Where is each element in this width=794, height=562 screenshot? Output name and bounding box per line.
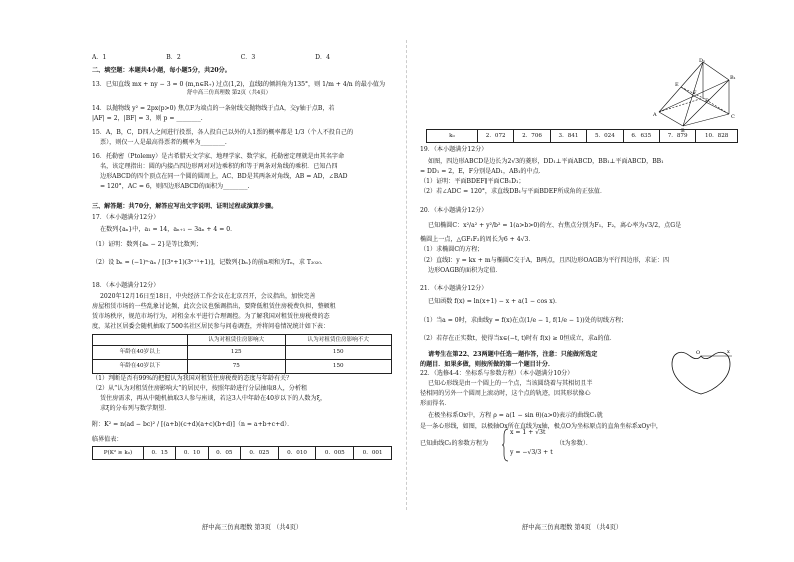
label-c: C <box>731 114 735 120</box>
q16-line4: = 120°，AC = 6，则四边形ABCD的面积为________. <box>100 183 250 190</box>
table-cell: 0．05 <box>208 447 240 460</box>
table-row <box>93 346 392 360</box>
table-row <box>427 130 738 143</box>
table-cell: 0．010 <box>278 447 316 460</box>
prism-figure <box>653 58 736 134</box>
solve-header: 三、解答题：共70分，解答应写出文字说明、证明过程或演算步骤。 <box>92 203 278 210</box>
q22-title: 22．（选修4-4：坐标系与参数方程）（本小题满分10分） <box>420 370 574 377</box>
table-cell: 6．635 <box>623 130 659 143</box>
q17-part1: （1）证明：数列{aₙ − 2}是等比数列； <box>92 241 202 248</box>
table-header: 认为对租赁住房影响不大 <box>285 335 391 346</box>
q15-line2: 票），则仅一人是最高得票者的概率为________. <box>100 139 227 146</box>
table-cell: 年龄在40岁以上 <box>93 346 188 360</box>
critical-table-row1 <box>92 446 392 460</box>
param-eq-2: y = −√3/3 + t <box>510 449 553 456</box>
q18-part2-line2: 赁住房需求，再从中随机抽取3人参与座谈，若这3人中年龄在40岁以下的人数为ξ， <box>100 395 327 402</box>
q20-part1: （1）求椭圆C的方程； <box>420 246 484 253</box>
q22-line3: 形而得名． <box>420 400 451 407</box>
q19-line1: 如图，四边形ABCD是边长为2√3的菱形，DD₁⊥平面ABCD，BB₁⊥平面ABCD，BB₁ <box>428 158 664 165</box>
choice-row <box>92 53 330 62</box>
table-cell: 0．001 <box>354 447 392 460</box>
table-cell: 0．005 <box>316 447 354 460</box>
table-header-row <box>93 335 392 346</box>
formula: 附：K² = n(ad − bc)² / [(a+b)(c+d)(a+c)(b+d)]（n = a+b+c+d）． <box>92 421 294 428</box>
q19-line2: = DD₁ = 2，E，F分别是AD₁，AB₁的中点． <box>420 168 545 175</box>
q18-line1: 2020年12月16日至18日，中央经济工作会议在北京召开，会议指出，加快完善 <box>100 293 316 300</box>
q17-stem: 在数列{aₙ}中，a₁ = 14，aₙ₊₁ − 3aₙ + 4 = 0． <box>100 226 237 233</box>
q17-title: 17．（本小题满分12分） <box>92 214 160 221</box>
label-a: A <box>653 112 657 118</box>
cardioid-figure <box>670 340 732 398</box>
edge <box>694 96 729 114</box>
q22-line1: 已知心形线是由一个圆上的一个点，当该圆绕着与其相切且半 <box>428 380 593 387</box>
fill-header: 二、填空题：本题共4小题，每小题5分，共20分。 <box>92 67 231 74</box>
q21-stem: 已知函数 f(x) = ln(x+1) − x + a(1 − cos x)． <box>428 298 562 305</box>
q22-line6: 已知曲线C₂的参数方程为 <box>420 440 489 447</box>
param-eq-1: x = 1 + √3t <box>510 429 546 436</box>
q16-line3: 边形ABCD的四个顶点在同一个圆的圆周上，AC、BD是其两条对角线，AB = AD，∠BAD <box>100 173 348 180</box>
cardioid-curve <box>672 352 730 394</box>
q22-line4: 在极坐标系Ox中，方程 ρ = a(1 − sin θ)(a>0)表示的曲线C₁就 <box>428 412 603 419</box>
q14-line1: 14．以抛物线 y² = 2px(p>0) 焦点F为端点的一条射线交抛物线于点A，交y轴于点B，若 <box>92 105 335 112</box>
table-cell: k₀ <box>427 130 478 143</box>
table-cell: P(K² ≥ k₀) <box>93 447 144 460</box>
survey-table <box>92 334 392 374</box>
table-header: 认为对租赁住房影响大 <box>188 335 286 346</box>
q18-line3: 赁市场秩序，规范市场行为，对租金水平进行合理调控。为了解我国对租赁住房税费的态 <box>92 313 330 320</box>
edge <box>659 98 703 112</box>
right-column <box>420 0 736 562</box>
q20-title: 20．（本小题满分12分） <box>420 207 488 214</box>
label-o: O <box>696 350 701 356</box>
q22-line5: 是一条心形线，如图，以极轴Ox所在直线为x轴，极点O为坐标原点的直角坐标系xOy中， <box>420 423 663 430</box>
q13-line1: 13．已知直线 mx + ny − 3 = 0 (m,n∈R₊) 过点(1,2)，直线l的倾斜角为135°，则 1/m + 4/n 的最小值为 <box>92 81 386 88</box>
table-cell: 7．879 <box>659 130 695 143</box>
label-x: x <box>727 349 730 355</box>
q16-line2: 名，该定理指出：圆的内接凸四边形两对对边乘积的和等于两条对角线的乘积．已知凸四 <box>100 163 338 170</box>
table-cell: 年龄在40岁以下 <box>93 360 188 374</box>
table-cell: 10．828 <box>696 130 738 143</box>
q18-part1: （1）判断是否有99%的把握认为我国对租赁住房税费的态度与年龄有关？ <box>92 375 293 382</box>
choice-a: A．1 <box>92 54 107 61</box>
table-header <box>93 335 188 346</box>
table-cell: 150 <box>285 346 391 360</box>
q18-line4: 度，某社区居委会随机抽取了500名社区居民参与问卷调查，并将问卷情况统计如下表： <box>92 323 330 330</box>
q18-part2-line1: （2）从“认为对租赁住房影响大”的居民中，按照年龄进行分层抽取8人，分析租 <box>92 385 308 392</box>
q18-line2: 房屋租赁市场的一些乱象讨论频，此次会议也强调指出，要降低租赁住房税费负担，整顿租 <box>92 303 336 310</box>
q16-line1: 16．托勒密（Ptolemy）是古希腊天文学家、地理学家、数学家，托勒密定理就是由其名字命 <box>92 153 345 160</box>
label-b1: B₁ <box>730 75 736 81</box>
elective-note-2: 的题目．如果多做，则按所做的第一个题目计分． <box>420 361 555 368</box>
left-column <box>92 0 392 562</box>
table-row <box>93 360 392 374</box>
label-f: F <box>693 90 697 96</box>
critical-label: 临界值表： <box>92 436 123 443</box>
choice-b: B．2 <box>166 54 181 61</box>
q13-line2: 舒中高三仿真理数 第2页（共4页） <box>187 90 272 96</box>
table-cell: 0．10 <box>176 447 208 460</box>
page-divider <box>406 40 407 510</box>
edge <box>703 62 729 80</box>
q14-line2: |AF| = 2，|BF| = 3，则 p = ________. <box>92 115 203 122</box>
table-cell: 75 <box>188 360 286 374</box>
q22-line2: 径相同的另外一个圆周上滚动时，这个点的轨迹，因其形状像心 <box>420 390 591 397</box>
q18-part2-line3: 求ξ的分布列与数学期望． <box>100 405 171 412</box>
q21-part1: （1）当a = 0时，求曲线y = f(x)在点(1/e − 1, f(1/e − 1))处的切线方程； <box>420 317 628 324</box>
label-b: B <box>681 128 685 134</box>
brace-icon <box>502 428 510 462</box>
elective-note-1: 请考生在第22、23两题中任选一题作答，注意：只能做所选定 <box>428 351 598 358</box>
table-cell: 125 <box>188 346 286 360</box>
q20-part2: （2）直线l：y = kx + m与椭圆C交于A，B两点，且四边形OAGB为平行四边形，求证：四 <box>420 257 670 264</box>
q20-line1: 已知椭圆C：x²/a² + y²/b² = 1(a>b>0)的左、右焦点分别为F₁，F₂，离心率为√3/2，点G是 <box>428 222 682 229</box>
label-d: D <box>705 98 710 104</box>
edge <box>683 114 729 126</box>
q19-title: 19．（本小题满分12分） <box>420 146 488 153</box>
q19-part2: （2）若∠ADC = 120°，求直线DB₁与平面BDEF所成角的正弦值． <box>420 188 607 195</box>
choice-d: D．4 <box>315 54 330 61</box>
q15-line1: 15．A，B，C，D四人之间进行投票，各人投自己以外的人1票的概率都是 1/3（个人不投自己的 <box>92 129 354 136</box>
table-cell: 2．072 <box>478 130 514 143</box>
q19-part1: （1）证明：平面BDEF∥平面CB₁D₁； <box>420 178 525 185</box>
label-e: E <box>675 82 679 88</box>
table-cell: 2．706 <box>514 130 550 143</box>
q20-line2: 椭圆上一点，△GF₁F₂的周长为6 + 4√3． <box>420 236 535 243</box>
footer-right: 舒中高三仿真理数 第4页 （共4页） <box>522 524 623 531</box>
table-cell: 150 <box>285 360 391 374</box>
q20-part2b: 边形OAGB的面积为定值． <box>428 267 502 274</box>
critical-table-row2 <box>426 129 738 143</box>
q18-title: 18．（本小题满分12分） <box>92 282 160 289</box>
q21-part2: （2）若存在正实数t，使得当x∈(−t, t)时有 f(x) ≥ 0恒成立，求a的值． <box>420 335 616 342</box>
table-cell: 5．024 <box>587 130 623 143</box>
param-note: （t为参数）． <box>556 440 592 447</box>
q17-part2: （2）设 bₙ = (−1)ⁿ·aₙ / [(3ⁿ+1)(3ⁿ⁺¹+1)]，记数列{bₙ}的前n项和为Tₙ，求 T₂₀₂₀． <box>92 259 327 266</box>
footer-left: 舒中高三仿真理数 第3页 （共4页） <box>202 524 303 531</box>
choice-c: C．3 <box>240 54 256 61</box>
label-d1: D₁ <box>699 58 706 64</box>
q21-title: 21．（本小题满分12分） <box>420 285 488 292</box>
table-cell: 3．841 <box>550 130 586 143</box>
edge <box>659 112 683 126</box>
table-cell: 0．15 <box>144 447 176 460</box>
table-cell: 0．025 <box>240 447 278 460</box>
table-row <box>93 447 392 460</box>
